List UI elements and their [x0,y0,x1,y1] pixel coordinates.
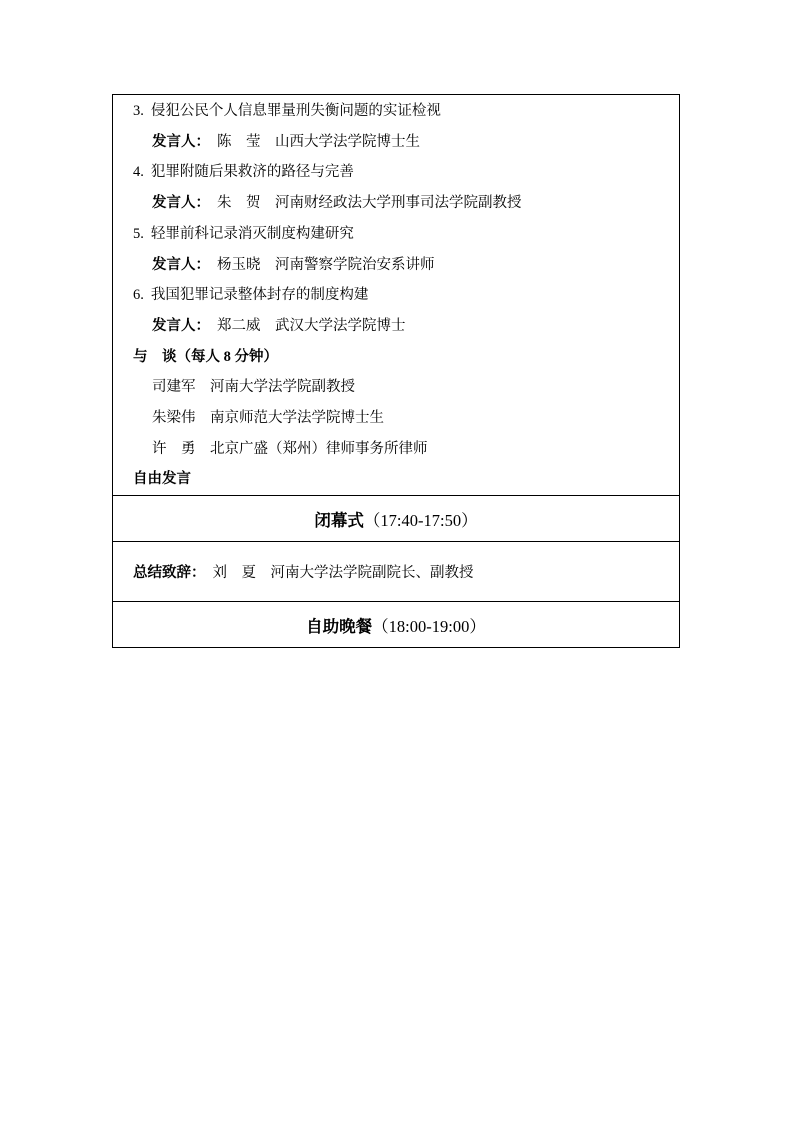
agenda-item-number: 4. [133,164,144,181]
agenda-item-number: 3. [133,103,144,119]
agenda-item-title: 犯罪附随后果救济的路径与完善 [150,164,354,181]
agenda-item-number: 5. [133,225,144,242]
discussant: 司建军 河南大学法学院副教授 [152,379,355,396]
speaker-name: 陈 莹 山西大学法学院博士生 [217,133,420,150]
agenda-item-title: 我国犯罪记录整体封存的制度构建 [150,287,369,304]
dinner-time: （18:00-19:00） [372,616,486,636]
closing-time: （17:40-17:50） [363,510,478,530]
summary-remarks-row [113,541,679,601]
agenda-item-number: 6. [133,287,144,304]
discussion-heading: 与 谈（每人 8 分钟） [133,348,278,365]
discussant: 朱梁伟 南京师范大学法学院博士生 [152,410,384,427]
speaker-label: 发言人： [152,256,210,273]
dinner-row [113,601,679,647]
agenda-item-3-title-line [133,96,665,127]
agenda-item-4-speaker-line [133,188,665,219]
agenda-item-title: 侵犯公民个人信息罪量刑失衡问题的实证检视 [150,103,441,119]
agenda-table [112,94,680,648]
speaker-name: 杨玉晓 河南警察学院治安系讲师 [217,256,435,273]
speaker-name: 朱 贺 河南财经政法大学刑事司法学院副教授 [217,195,522,212]
closing-ceremony-row [113,495,679,541]
agenda-item-5-title-line [133,219,665,250]
free-speech-label: 自由发言 [133,471,191,488]
summary-label: 总结致辞： [133,565,206,581]
speaker-label: 发言人： [152,195,210,212]
agenda-item-5-speaker-line [133,250,665,281]
session-presentations-cell [113,95,679,495]
agenda-item-3-speaker-line [133,127,665,158]
summary-content: 刘 夏 河南大学法学院副院长、副教授 [212,565,474,581]
agenda-item-4-title-line [133,157,665,188]
speaker-label: 发言人： [152,317,210,334]
dinner-title: 自助晚餐 [306,616,373,636]
closing-title: 闭幕式 [314,510,364,530]
discussant: 许 勇 北京广盛（郑州）律师事务所律师 [152,440,428,457]
agenda-item-6-title-line [133,280,665,311]
agenda-item-6-speaker-line [133,311,665,342]
speaker-name: 郑二威 武汉大学法学院博士 [217,317,406,334]
agenda-item-title: 轻罪前科记录消灭制度构建研究 [150,225,354,242]
speaker-label: 发言人： [152,133,210,150]
